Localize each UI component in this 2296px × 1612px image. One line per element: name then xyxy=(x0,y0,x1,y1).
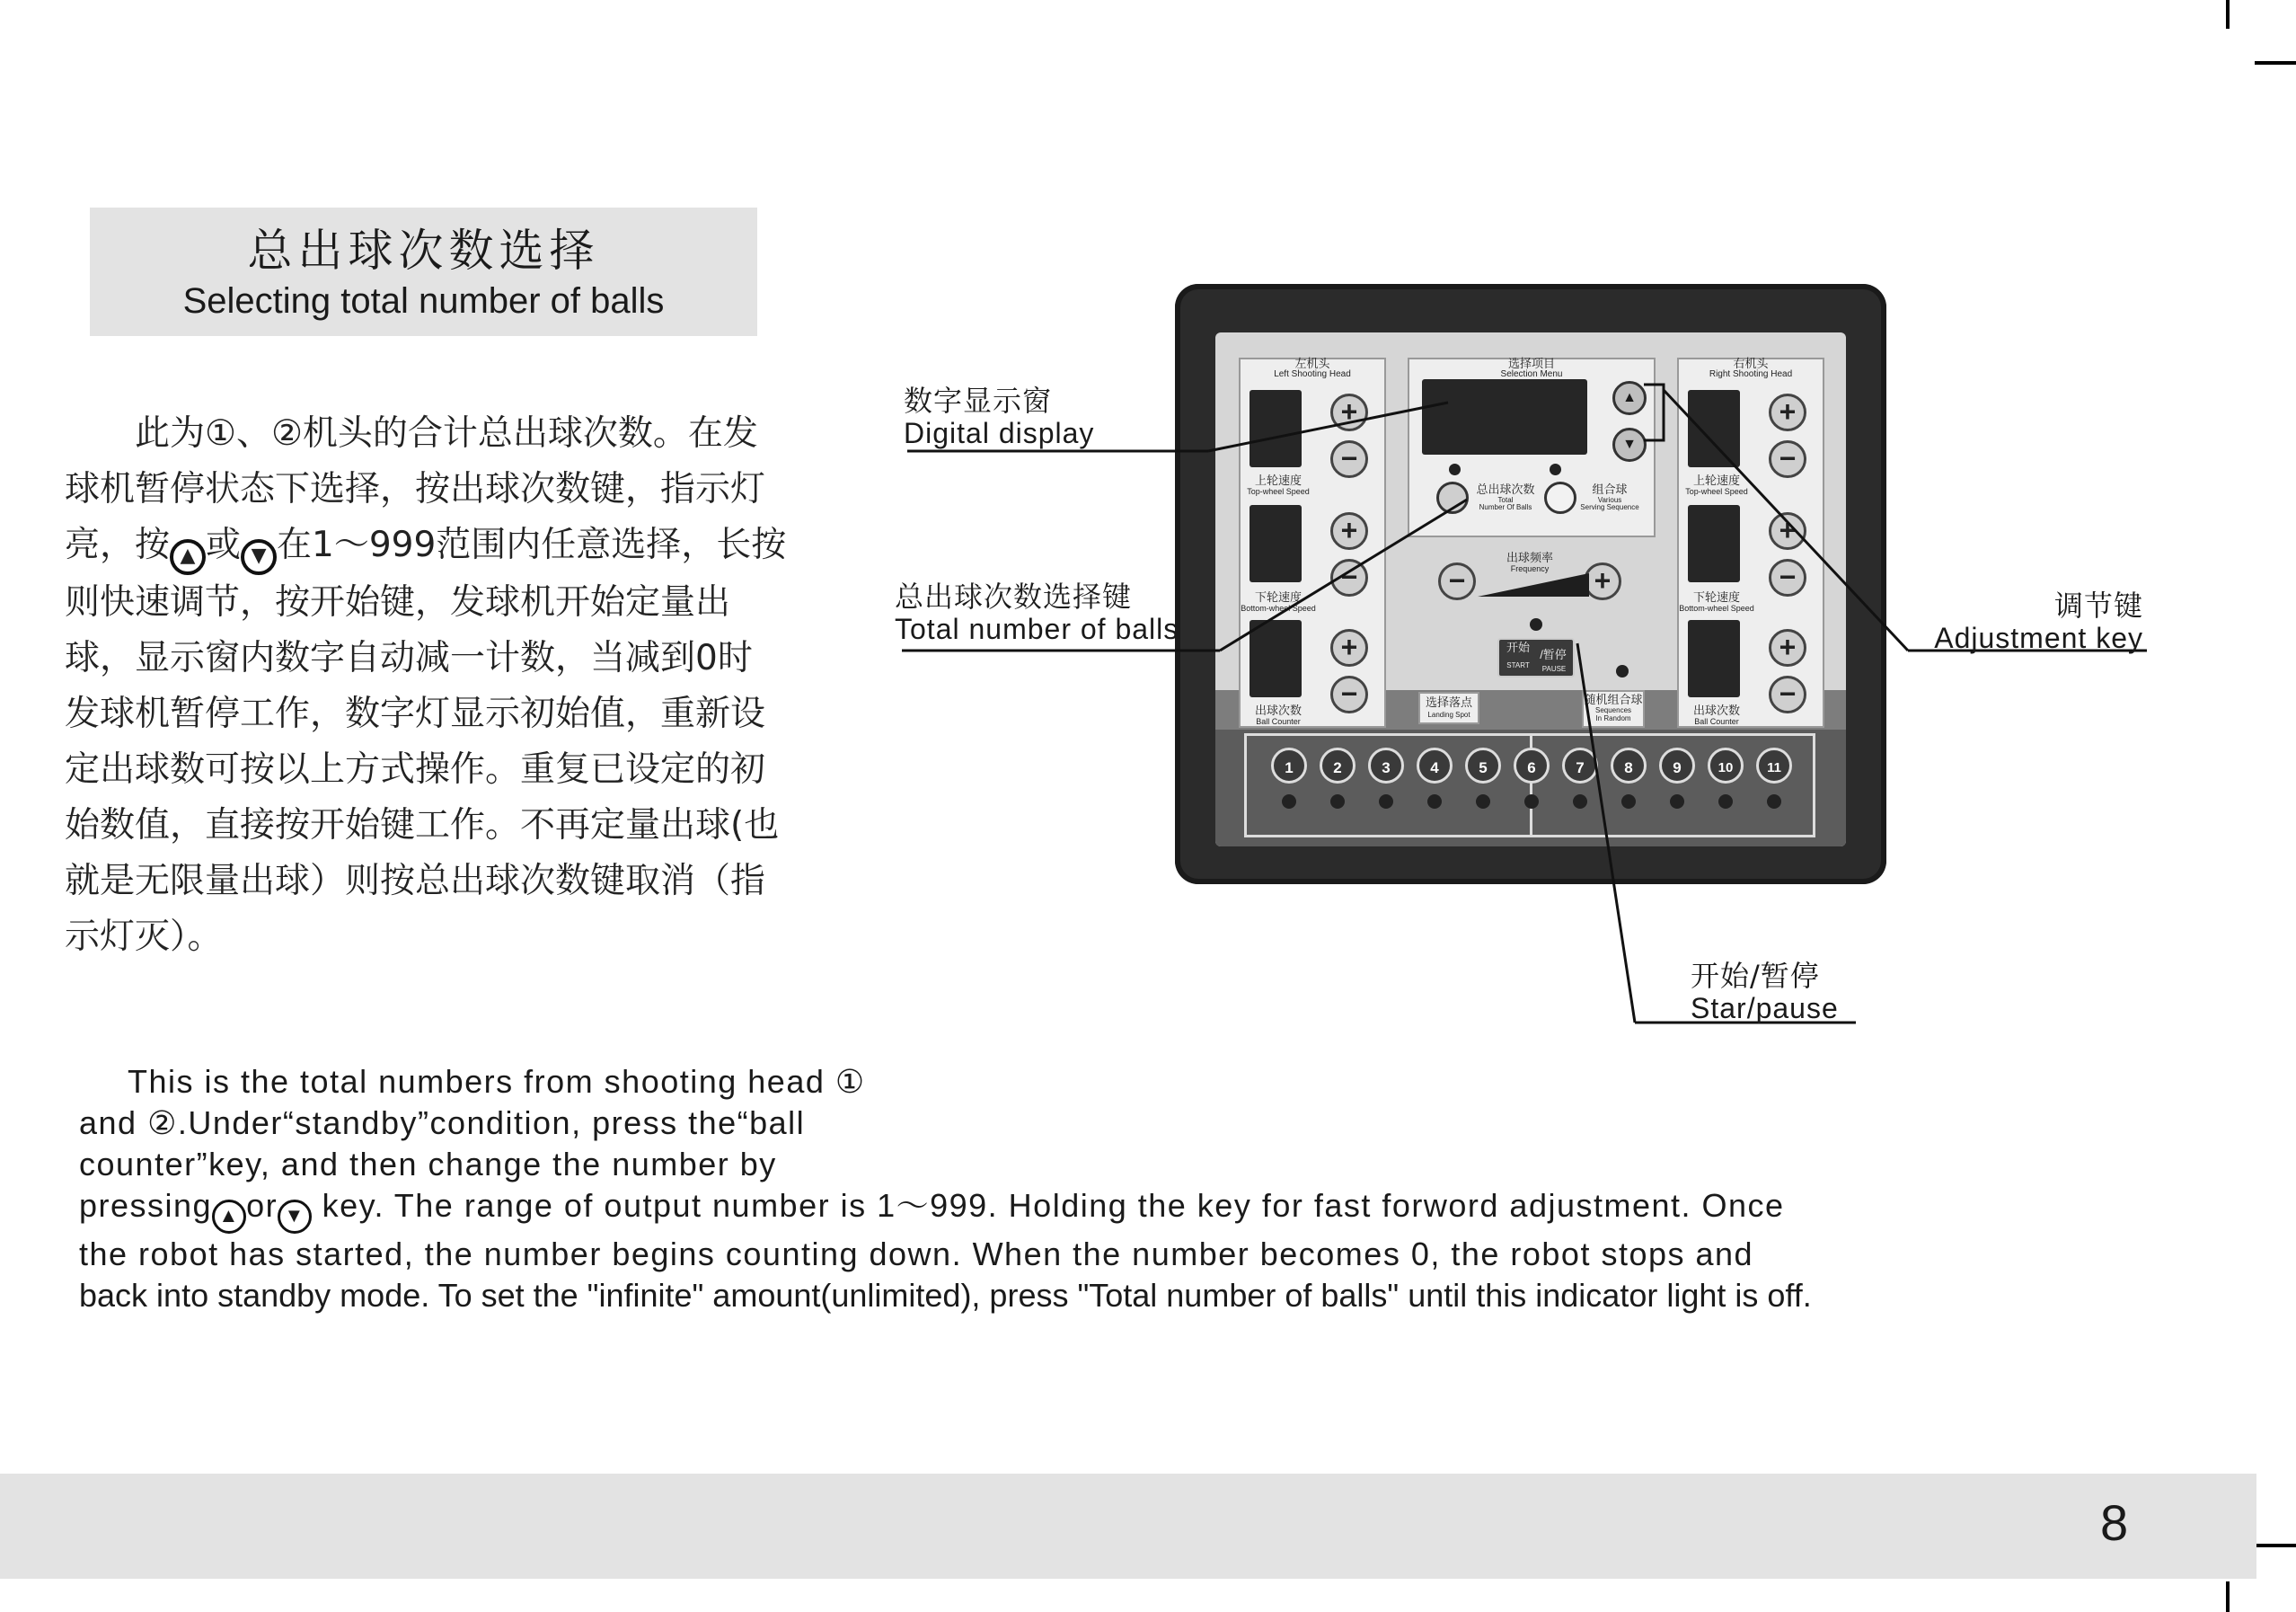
up-arrow-icon: ▲ xyxy=(212,1200,246,1234)
frequency-plus-button[interactable]: + xyxy=(1584,562,1621,600)
left-counter-minus-button[interactable]: − xyxy=(1330,676,1368,713)
cn-line-3a: 亮，按 xyxy=(65,525,171,565)
callout-start-pause-cn: 开始/暂停 xyxy=(1691,959,1820,993)
cn-line-4: 则快速调节，按开始键，发球机开始定量出 xyxy=(65,582,731,623)
cn-line-1: 此为①、②机头的合计总出球次数。在发 xyxy=(135,413,758,454)
cn-line-7: 定出球数可按以上方式操作。重复已设定的初 xyxy=(65,749,766,790)
cn-line-2: 球机暂停状态下选择，按出球次数键，指示灯 xyxy=(65,469,766,509)
cn-line-5: 球，显示窗内数字自动减一计数，当减到0时 xyxy=(65,638,753,678)
landing-spot-key-8[interactable]: 8 xyxy=(1611,748,1647,784)
combo-label-en2: Serving Sequence xyxy=(1580,503,1639,511)
total-balls-label-en2: Number Of Balls xyxy=(1479,503,1532,511)
right-bottom-plus-button[interactable]: + xyxy=(1769,512,1806,550)
left-head-label-en: Left Shooting Head xyxy=(1274,369,1351,379)
landing-spot-key-1[interactable]: 1 xyxy=(1271,748,1307,784)
left-counter-label-en: Ball Counter xyxy=(1256,717,1301,726)
landing-spot-label-cn: 选择落点 xyxy=(1425,695,1472,709)
up-arrow-icon: ▲ xyxy=(170,539,206,575)
callout-digital-display-cn: 数字显示窗 xyxy=(904,384,1053,418)
pause-label-en: PAUSE xyxy=(1541,665,1567,673)
right-bottom-speed-label: 下轮速度 xyxy=(1692,590,1740,604)
right-top-minus-button[interactable]: − xyxy=(1769,440,1806,478)
left-counter-label: 出球次数 xyxy=(1254,704,1302,717)
left-bottom-minus-button[interactable]: − xyxy=(1330,559,1368,597)
random-label-cn: 随机组合球 xyxy=(1584,693,1643,706)
landing-spot-key-2[interactable]: 2 xyxy=(1320,748,1356,784)
landing-spot-key-4[interactable]: 4 xyxy=(1417,748,1453,784)
left-top-plus-button[interactable]: + xyxy=(1330,394,1368,431)
left-counter-plus-button[interactable]: + xyxy=(1330,629,1368,667)
landing-spot-key-7[interactable]: 7 xyxy=(1562,748,1598,784)
callout-digital-display-en: Digital display xyxy=(904,417,1095,449)
en-line-4b: or xyxy=(246,1187,278,1224)
landing-spot-key-5[interactable]: 5 xyxy=(1465,748,1501,784)
section-title-cn: 总出球次数选择 xyxy=(247,225,600,277)
right-counter-label-en: Ball Counter xyxy=(1694,717,1739,726)
cn-line-9: 就是无限量出球）则按总出球次数键取消（指 xyxy=(65,861,766,901)
cn-line-6: 发球机暂停工作，数字灯显示初始值，重新设 xyxy=(65,694,766,734)
right-counter-minus-button[interactable]: − xyxy=(1769,676,1806,713)
down-adjust-button[interactable]: ▼ xyxy=(1612,428,1647,462)
callout-total-balls-en: Total number of balls xyxy=(895,613,1179,645)
callout-adjustment-cn: 调节键 xyxy=(2053,589,2143,623)
callout-start-pause xyxy=(1691,960,1839,1024)
selection-menu-label-en: Selection Menu xyxy=(1500,369,1563,379)
callout-start-pause-en: Star/pause xyxy=(1691,992,1839,1024)
combo-label-cn: 组合球 xyxy=(1592,483,1628,496)
en-line-5: the robot has started, the number begins counting down. When the number becomes 0, the robot stops and xyxy=(79,1236,1754,1272)
callout-digital-display xyxy=(904,385,1094,449)
cn-line-3c: 在1～999范围内任意选择，长按 xyxy=(277,525,787,565)
right-top-speed-label-en: Top-wheel Speed xyxy=(1685,487,1748,496)
callout-adjustment-key xyxy=(1917,589,2143,654)
cn-line-3b: 或 xyxy=(206,525,242,565)
left-bottom-speed-label-en: Bottom-wheel Speed xyxy=(1241,604,1316,613)
cn-line-10: 示灯灭）。 xyxy=(65,917,223,957)
frequency-minus-button[interactable]: − xyxy=(1438,562,1476,600)
landing-spot-key-11[interactable]: 11 xyxy=(1756,748,1792,784)
left-bottom-speed-label: 下轮速度 xyxy=(1254,590,1302,604)
frequency-label-en: Frequency xyxy=(1510,564,1550,573)
start-label-en: START xyxy=(1506,661,1530,669)
pause-label-cn: /暂停 xyxy=(1540,648,1567,661)
down-arrow-icon: ▼ xyxy=(278,1200,312,1234)
en-line-4a: pressing xyxy=(79,1187,213,1224)
combo-label-en1: Various xyxy=(1597,496,1622,504)
up-adjust-button[interactable]: ▲ xyxy=(1612,381,1647,415)
left-bottom-plus-button[interactable]: + xyxy=(1330,512,1368,550)
right-head-label-en: Right Shooting Head xyxy=(1709,369,1793,379)
section-title-en: Selecting total number of balls xyxy=(182,281,665,321)
left-head-label-cn: 左机头 xyxy=(1294,357,1330,370)
right-top-plus-button[interactable]: + xyxy=(1769,394,1806,431)
landing-spot-key-6[interactable]: 6 xyxy=(1514,748,1550,784)
left-top-minus-button[interactable]: − xyxy=(1330,440,1368,478)
callout-total-balls xyxy=(895,580,1179,645)
cn-line-8: 始数值，直接按开始键工作。不再定量出球(也 xyxy=(65,805,780,846)
total-balls-label-en1: Total xyxy=(1497,496,1514,504)
right-top-speed-label: 上轮速度 xyxy=(1692,474,1740,487)
en-line-4c: key. The range of output number is 1～999. Holding the key for fast forword adjustment. Once xyxy=(312,1187,1785,1224)
en-line-3: counter”key, and then change the number by xyxy=(79,1146,777,1182)
footer-band xyxy=(0,1474,2256,1579)
total-balls-label-cn: 总出球次数 xyxy=(1476,483,1535,496)
start-label-cn: 开始 xyxy=(1506,641,1530,654)
right-head-label-cn: 右机头 xyxy=(1733,357,1769,370)
page-number: 8 xyxy=(2100,1494,2129,1551)
left-top-speed-label-en: Top-wheel Speed xyxy=(1247,487,1310,496)
callout-total-balls-cn: 总出球次数选择键 xyxy=(895,580,1133,614)
en-line-6: back into standby mode. To set the "infinite" amount(unlimited), press "Total number of balls" until this indicator light is off. xyxy=(79,1277,1812,1314)
down-arrow-icon: ▼ xyxy=(241,539,277,575)
selection-menu-label-cn: 选择项目 xyxy=(1507,357,1555,370)
random-label-en2: In Random xyxy=(1595,714,1631,722)
right-bottom-speed-label-en: Bottom-wheel Speed xyxy=(1679,604,1754,613)
callout-adjustment-en: Adjustment key xyxy=(1934,622,2143,654)
right-counter-label: 出球次数 xyxy=(1692,704,1740,717)
left-top-speed-label: 上轮速度 xyxy=(1254,474,1302,487)
frequency-label-cn: 出球频率 xyxy=(1506,551,1553,564)
landing-spot-label-en: Landing Spot xyxy=(1427,711,1470,719)
random-label-en1: Sequences xyxy=(1594,706,1632,714)
right-counter-plus-button[interactable]: + xyxy=(1769,629,1806,667)
landing-spot-key-9[interactable]: 9 xyxy=(1659,748,1695,784)
landing-spot-key-3[interactable]: 3 xyxy=(1368,748,1404,784)
en-line-1: This is the total numbers from shooting head ① xyxy=(128,1063,866,1100)
landing-spot-key-10[interactable]: 10 xyxy=(1708,748,1744,784)
right-bottom-minus-button[interactable]: − xyxy=(1769,559,1806,597)
en-line-2: and ②.Under“standby”condition, press the“ball xyxy=(79,1104,806,1141)
